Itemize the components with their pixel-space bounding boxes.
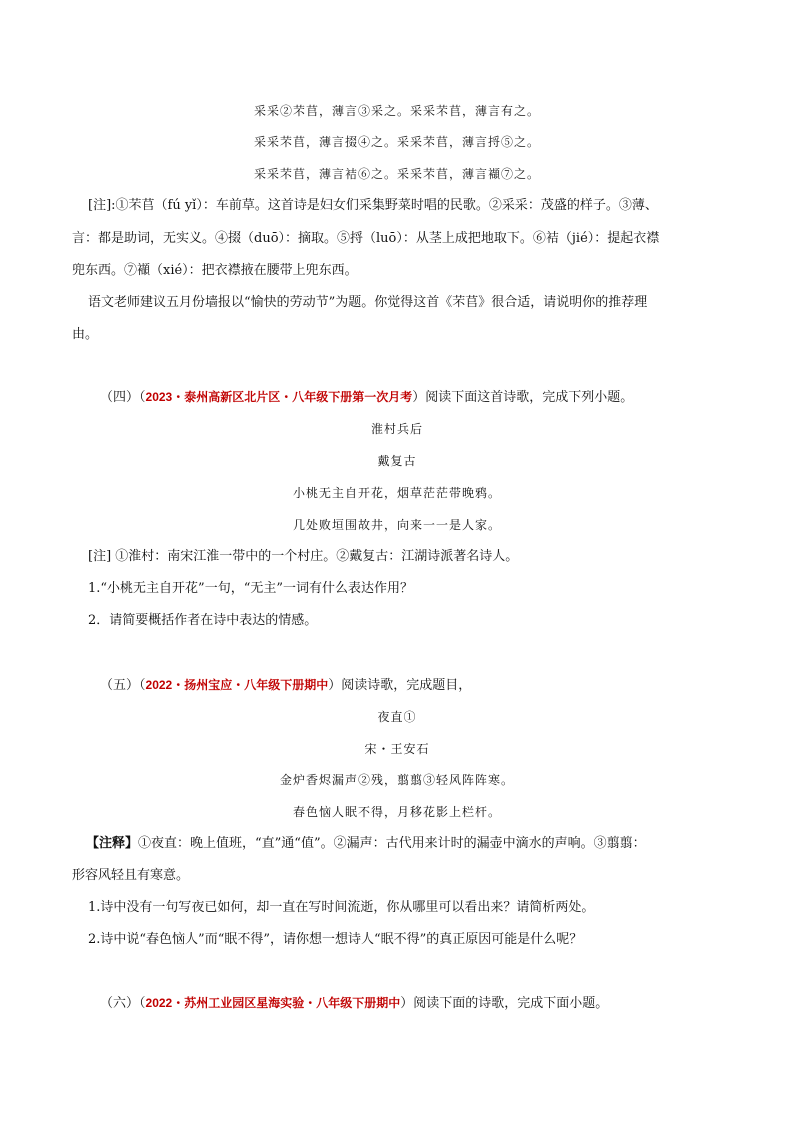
poem1-line-3: 采采芣苢，薄言袺⑥之。采采芣苢，薄言襭⑦之。 bbox=[253, 167, 540, 181]
section4-poem-title: 淮村兵后 bbox=[370, 422, 423, 436]
section6-prefix: （六）（ bbox=[100, 996, 146, 1011]
section6-heading bbox=[100, 994, 728, 1013]
section4-suffix: ）阅读下面这首诗歌，完成下列小题。 bbox=[412, 390, 634, 405]
section5-note-label: 【注释】 bbox=[86, 836, 139, 851]
section4-prefix: （四）（ bbox=[100, 390, 146, 405]
section5-question-2: 2.诗中说“春色恼人”而“眠不得”，请你想一想诗人“眠不得”的真正原因可能是什么呢？ bbox=[88, 932, 583, 947]
section4-poem-author: 戴复古 bbox=[377, 454, 417, 468]
section5-note-line-2: 形容风轻且有寒意。 bbox=[72, 868, 190, 883]
poem1-question-line-2: 由。 bbox=[72, 327, 99, 342]
section5-poem-title: 夜直① bbox=[377, 710, 417, 724]
poem1-note-line-2: 言：都是助词，无实义。④掇（duō）：摘取。⑤捋（luō）：从茎上成把地取下。⑥袺（jié）：提起衣襟 bbox=[72, 231, 660, 246]
section4-poem-line-1: 小桃无主自开花，烟草茫茫带晚鸦。 bbox=[292, 486, 501, 500]
section5-note-line-1 bbox=[86, 835, 714, 853]
section4-question-1: 1.“小桃无主自开花”一句，“无主”一词有什么表达作用？ bbox=[88, 581, 413, 596]
section5-poem-line-1: 金炉香烬漏声②残，翦翦③轻风阵阵寒。 bbox=[279, 773, 514, 787]
section5-poem-line-2: 春色恼人眠不得，月移花影上栏杆。 bbox=[292, 805, 501, 819]
section4-note: [注] ①淮村：南宋江淮一带中的一个村庄。②戴复古：江湖诗派著名诗人。 bbox=[88, 549, 519, 564]
section5-source: 2022・扬州宝应・八年级下册期中 bbox=[145, 678, 329, 692]
poem1-note-line-1: [注]:①芣苢（fú yǐ）：车前草。这首诗是妇女们采集野菜时唱的民歌。②采采：茂盛的样子。③薄、 bbox=[88, 198, 658, 213]
section5-suffix: ）阅读诗歌，完成题目， bbox=[328, 678, 472, 693]
section4-poem-line-2: 几处败垣围故井，向来一一是人家。 bbox=[292, 518, 501, 532]
section4-source: 2023・泰州高新区北片区・八年级下册第一次月考 bbox=[145, 390, 413, 404]
poem1-note-line-3: 兜东西。⑦襭（xié）：把衣襟掖在腰带上兜东西。 bbox=[72, 263, 358, 278]
section5-prefix: （五）（ bbox=[100, 678, 146, 693]
poem1-line-1: 采采②芣苢，薄言③采之。采采芣苢，薄言有之。 bbox=[253, 104, 540, 118]
section5-question-1: 1.诗中没有一句写夜已如何，却一直在写时间流逝，你从哪里可以看出来？请简析两处。 bbox=[88, 900, 595, 915]
section6-suffix: ）阅读下面的诗歌，完成下面小题。 bbox=[400, 996, 609, 1011]
section6-source: 2022・苏州工业园区星海实验・八年级下册期中 bbox=[145, 996, 401, 1010]
section4-heading bbox=[100, 388, 728, 407]
poem1-line-2: 采采芣苢，薄言掇④之。采采芣苢，薄言捋⑤之。 bbox=[253, 135, 540, 149]
poem1-question-line-1: 语文老师建议五月份墙报以“愉快的劳动节”为题。你觉得这首《芣苢》很合适，请说明你的推荐理 bbox=[88, 295, 648, 310]
section5-note-text: ①夜直：晚上值班，“直”通“值”。②漏声：古代用来计时的漏壶中滴水的声响。③翦翦： bbox=[138, 836, 646, 851]
section4-question-2: 2．请简要概括作者在诗中表达的情感。 bbox=[88, 613, 318, 628]
section5-poem-author: 宋・王安石 bbox=[364, 742, 430, 756]
section5-heading bbox=[100, 676, 728, 695]
